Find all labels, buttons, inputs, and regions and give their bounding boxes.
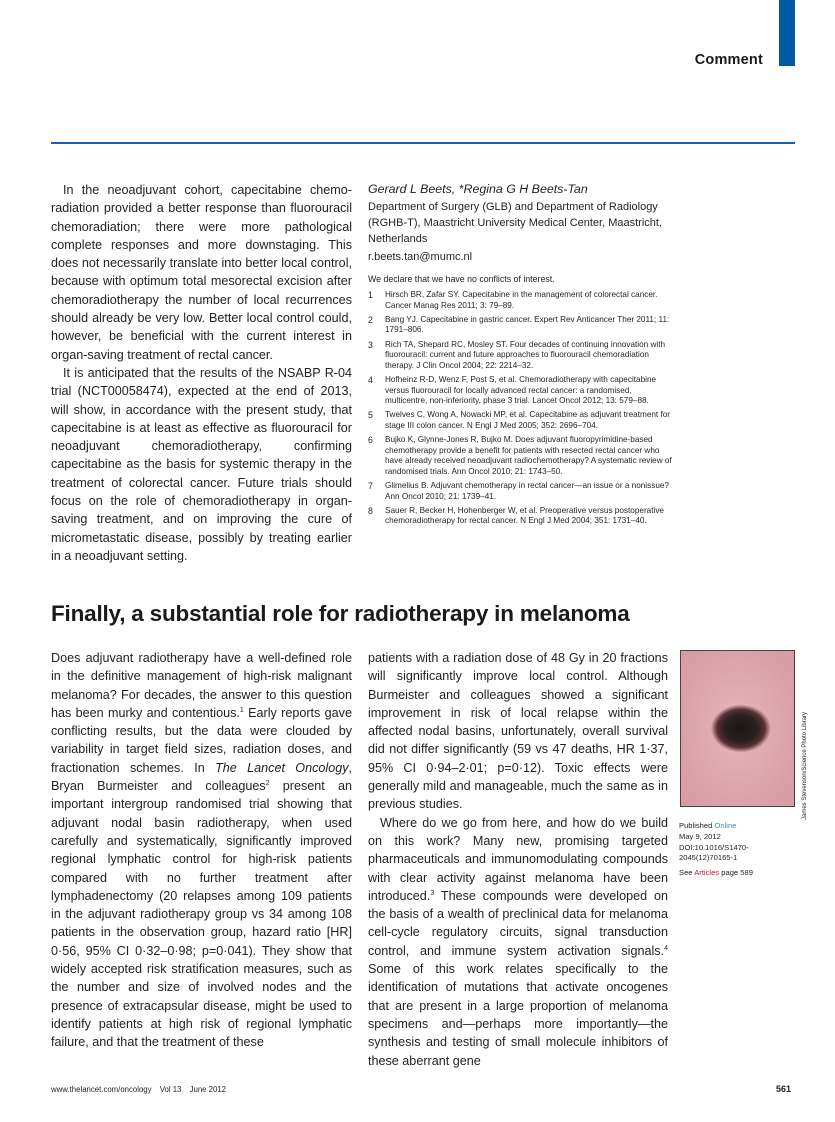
author-email[interactable]: r.beets.tan@mumc.nl — [368, 251, 473, 263]
doi-line[interactable]: DOI:10.1016/S1470- — [679, 842, 749, 852]
volume: Vol 13 — [159, 1085, 182, 1094]
melanoma-lesion-photo — [680, 650, 795, 807]
reference-item: 8 Sauer R, Becker H, Hohenberger W, et al. Preoperative versus postoperative chemoradiotherapy for rectal cancer. N Engl J Med 2004; 351: 1731–40. — [368, 505, 664, 526]
publication-date: May 9, 2012 — [679, 831, 721, 841]
journal-name: The Lancet Oncology — [215, 760, 349, 775]
reference-item: 7 Glimelius B. Adjuvant chemotherapy in rectal cancer—an issue or a nonissue? Ann Oncol 2010; 21: 1739–41. — [368, 481, 669, 501]
section-label: Comment — [694, 52, 763, 68]
issue-date: June 2012 — [189, 1085, 226, 1094]
paragraph: patients with a radiation dose of 48 Gy in 20 fractions will significantly improve local control. Although Burmeister and colleagues showed a significant improvement in risk of local relapse within the affected nodal basins, unfortunately, overall survival did not differ significantly (59 vs 47 deaths, HR 1·37, 95% CI 0·94–2·01; p=0·12). Toxic effects were generally mild and manageable, much the same as in previous studies. — [368, 651, 668, 812]
previous-article-backmatter — [368, 181, 673, 531]
citation-marker[interactable]: 1 — [239, 706, 244, 714]
see-articles-link[interactable]: Articles — [694, 868, 720, 878]
paragraph: Where do we go from here, and how do we build on this work? Many new, promising targeted pharmaceuticals and immunomodulating compounds with clear activity against melanoma have been introduced.$^3$ These compounds were developed on the basis of a wealth of preclinical data for melanoma cell-cycle regulatory circuits, signal transduction control, and immune system activation signals.$^4$ Some of this work relates specifically to the identification of mutations that activate oncogenes that are present in a large proportion of melanoma specimens and—perhaps more importantly—the synthesis and testing of small molecule inhibitors of these aberrant gene — [368, 815, 668, 1068]
reference-list — [368, 290, 673, 527]
reference-item: 3 Rich TA, Shepard RC, Mosley ST. Four decades of continuing innovation with fluorouracil: current and future approaches to fluorouracil chemoradiation therapy. J Clin Oncol 2004; 22: 2214–32. — [368, 339, 666, 370]
citation-marker[interactable]: 4 — [664, 944, 668, 952]
article-column-1 — [51, 649, 352, 1052]
photo-credit: James Stevenson/Science Photo Library — [802, 711, 808, 820]
conflict-declaration: We declare that we have no conflicts of interest. — [368, 274, 555, 284]
reference-item: 6 Bujko K, Glynne-Jones R, Bujko M. Does adjuvant fluoropyrimidine-based chemotherapy provide a benefit for patients with resected rectal cancer who have already received neoadjuvant radiochemotherapy? A systematic review of randomised trials. Ann Oncol 2010; 21: 1743–50. — [368, 435, 672, 476]
article-headline: Finally, a substantial role for radiotherapy in melanoma — [51, 601, 630, 626]
journal-url[interactable]: www.thelancet.com/oncology — [51, 1085, 152, 1094]
article-column-2 — [368, 649, 668, 1070]
page-number: 561 — [775, 1084, 791, 1094]
reference-item: 2 Bang YJ. Capecitabine in gastric cancer. Expert Rev Anticancer Ther 2011; 11: 1791–806. — [368, 314, 670, 335]
citation-marker[interactable]: 2 — [265, 780, 270, 788]
header-rule — [51, 142, 795, 144]
publication-info: Published Online May 9, 2012 DOI:10.1016/S1470- 2045(12)70165-1 See Articles page 589 — [679, 821, 799, 879]
reference-item: 4 Hofheinz R-D, Wenz F, Post S, et al. Chemoradiotherapy with capecitabine versus fluorouracil for locally advanced rectal cancer: a randomised, multicentre, non-inferiority, phase 3 trial. Lancet Oncol 2012; 13: 579–88. — [368, 374, 657, 406]
paragraph: It is anticipated that the results of the NSABP R-04 trial (NCT00058474), expected at the end of 2013, will show, in accordance with the present study, that capecitabine is at least as effective as fluorouracil for neoadjuvant chemoradiotherapy, confirming capecitabine as the basis for systemic therapy in the treatment of colorectal cancer. Future trials should focus on the role of chemoradiotherapy in organ-saving treatment, and on improving the cure of micrometastatic disease, possibly by treating earlier in a neoadjuvant setting. — [51, 365, 352, 563]
reference-item: 1 Hirsch BR, Zafar SY. Capecitabine in the management of colorectal cancer. Cancer Manag Res 2011; 3: 79–89. — [368, 290, 658, 310]
author-affiliation: Department of Surgery (GLB) and Department of Radiology (RGHB-T), Maastricht University Medical Center, Maastricht, Netherlands — [368, 201, 663, 245]
paragraph: In the neoadjuvant cohort, capecitabine chemo-radiation provided a better response than fluorouracil chemoradiation; there were more pathological complete responses and more downstaging. This does not necessarily translate into better local control, because with optimum total mesorectal excision after chemoradiotherapy the number of local recurrences should already be very low. Better local control could, however, be beneficial with the current interest in organ-saving treatment of rectal cancer. — [51, 183, 352, 362]
previous-article-body — [51, 181, 352, 565]
reference-item: 5 Twelves C, Wong A, Nowacki MP, et al. Capecitabine as adjuvant treatment for stage III colon cancer. N Engl J Med 2005; 352: 2696–704. — [368, 410, 671, 430]
section-accent-bar — [779, 0, 795, 66]
citation-marker[interactable]: 3 — [430, 889, 435, 897]
paragraph: Does adjuvant radiotherapy have a well-defined role in the definitive management of high-risk malignant melanoma? For decades, the answer to this question has been murky and contentious.$^1$ Early reports gave conflicting results, but the data were clouded by variability in target field sizes, radiation doses, and fractionation schemes. In The Lancet Oncology, Bryan Burmeister and colleagues$^2$ present an important intergroup randomised trial showing that adjuvant nodal basin radiotherapy, when used carefully and systematically, significantly improved regional lymphatic control for high-risk patients compared with no further treatment after lymphadenectomy (20 relapses among 109 patients in the adjuvant radiotherapy group vs 34 among 108 patients in the observation group, hazard ratio [HR] 0·56, 95% CI 0·32–0·98; p=0·041). They show that widely accepted risk stratification measures, such as the number and size of involved nodes and the presence of extracapsular disease, might be used to identify patients at high risk of regional lymphatic failure, and that the treatment of these — [51, 651, 353, 1050]
doi-line[interactable]: 2045(12)70165-1 — [679, 853, 738, 863]
author-names: Gerard L Beets, *Regina G H Beets-Tan — [368, 182, 588, 196]
footer-citation — [51, 1085, 226, 1094]
online-label: Online — [714, 821, 737, 830]
